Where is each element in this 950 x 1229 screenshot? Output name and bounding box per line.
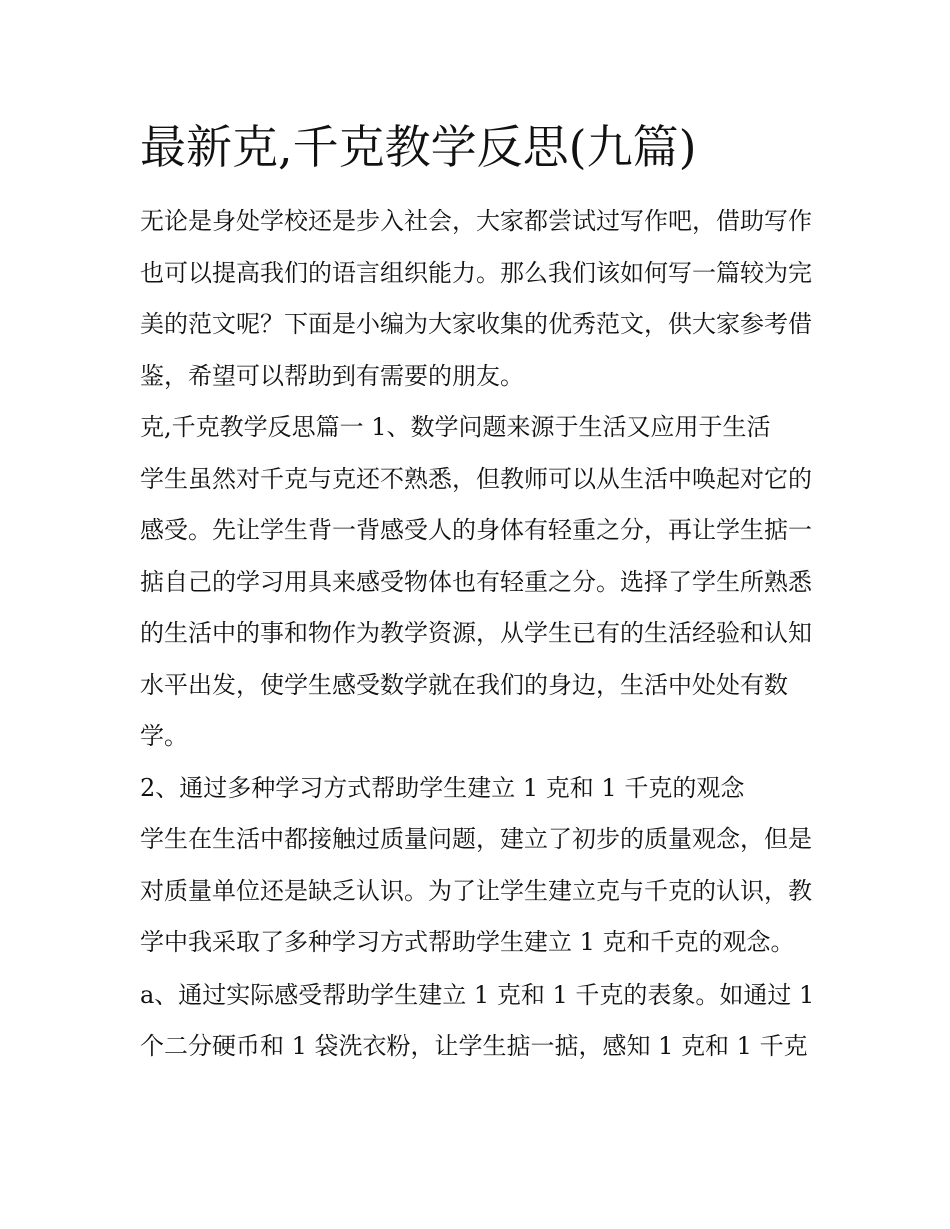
paragraph-life: 学生虽然对千克与克还不熟悉，但教师可以从生活中唤起对它的感受。先让学生背一背感受人的身体有轻重之分，再让学生掂一掂自己的学习用具来感受物体也有轻重之分。选择了学生所熟悉的生活中的事和物作为教学资源，从学生已有的生活经验和认知水平出发，使学生感受数学就在我们的身边，生活中处处有数学。 [140, 464, 812, 750]
document-body [140, 196, 820, 1073]
paragraph-heading-2: 2、通过多种学习方式帮助学生建立 1 克和 1 千克的观念 [140, 773, 745, 802]
paragraph-methods: 学生在生活中都接触过质量问题，建立了初步的质量观念，但是对质量单位还是缺乏认识。为了让学生建立克与千克的认识，教学中我采取了多种学习方式帮助学生建立 1 克和千克的观念。 [140, 825, 812, 956]
paragraph-heading-1: 克,千克教学反思篇一 1、数学问题来源于生活又应用于生活 [140, 413, 771, 441]
document-title: 最新克,千克教学反思(九篇) [140, 120, 697, 174]
paragraph-item-a: a、通过实际感受帮助学生建立 1 克和 1 千克的表象。如通过 1 个二分硬币和 1 袋洗衣粉，让学生掂一掂，感知 1 克和 1 千克 [140, 980, 815, 1060]
paragraph-intro: 无论是身处学校还是步入社会，大家都尝试过写作吧，借助写作也可以提高我们的语言组织能力。那么我们该如何写一篇较为完美的范文呢？下面是小编为大家收集的优秀范文，供大家参考借鉴，希望可以帮助到有需要的朋友。 [140, 207, 812, 390]
